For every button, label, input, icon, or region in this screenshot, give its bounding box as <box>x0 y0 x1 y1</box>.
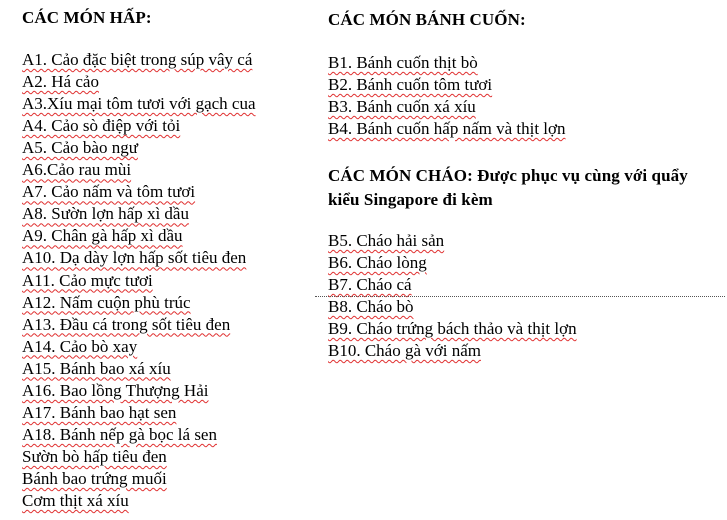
porridge-heading: CÁC MÓN CHÁO: Được phục vụ cùng với quẩy kiểu Singapore đi kèm <box>328 166 688 209</box>
menu-item: B2. Bánh cuốn tôm tươi <box>328 75 493 94</box>
menu-item: Sườn bò hấp tiêu đen <box>22 446 167 466</box>
menu-item: B5. Cháo hải sản <box>328 231 445 250</box>
menu-item: A14. Cảo bò xay <box>22 336 138 356</box>
menu-item: B3. Bánh cuốn xá xíu <box>328 97 476 116</box>
menu-item: A2. Há cảo <box>22 72 99 92</box>
menu-item: A4. Cảo sò điệp với tỏi <box>22 116 181 136</box>
menu-item: A11. Cảo mực tươi <box>22 270 153 290</box>
menu-item: Bánh bao trứng muối <box>22 468 167 488</box>
menu-item: A18. Bánh nếp gà bọc lá sen <box>22 424 217 444</box>
menu-item: B9. Cháo trứng bách thảo và thịt lợn <box>328 319 577 338</box>
menu-item: B10. Cháo gà với nấm <box>328 341 481 360</box>
menu-item: A7. Cảo nấm và tôm tươi <box>22 182 196 202</box>
rice-roll-heading: CÁC MÓN BÁNH CUỐN: <box>328 10 526 29</box>
menu-item: Cơm thịt xá xíu <box>22 491 129 510</box>
menu-item: B1. Bánh cuốn thịt bò <box>328 53 478 72</box>
menu-item: B8. Cháo bò <box>328 297 414 316</box>
menu-item: A3.Xíu mại tôm tươi với gạch cua <box>22 94 256 114</box>
menu-item: A6.Cảo rau mùi <box>22 160 132 180</box>
menu-item: B6. Cháo lòng <box>328 253 427 272</box>
menu-item: A15. Bánh bao xá xíu <box>22 358 171 378</box>
menu-item: A8. Sườn lợn hấp xì dầu <box>22 204 189 224</box>
steamed-dishes-heading: CÁC MÓN HẤP: <box>22 8 152 27</box>
menu-item: B7. Cháo cá <box>328 275 412 294</box>
menu-item: A12. Nấm cuộn phù trúc <box>22 292 191 312</box>
menu-item: A13. Đầu cá trong sốt tiêu đen <box>22 314 231 334</box>
dotted-divider <box>315 296 725 297</box>
menu-item: A10. Dạ dày lợn hấp sốt tiêu đen <box>22 248 247 268</box>
menu-item: A16. Bao lồng Thượng Hải <box>22 380 209 400</box>
menu-item: A5. Cảo bào ngư <box>22 138 138 158</box>
menu-item: B4. Bánh cuốn hấp nấm và thịt lợn <box>328 119 566 138</box>
menu-item: A17. Bánh bao hạt sen <box>22 402 177 422</box>
menu-item: A9. Chân gà hấp xì dầu <box>22 226 183 246</box>
menu-item: A1. Cảo đặc biệt trong súp vây cá <box>22 50 253 69</box>
